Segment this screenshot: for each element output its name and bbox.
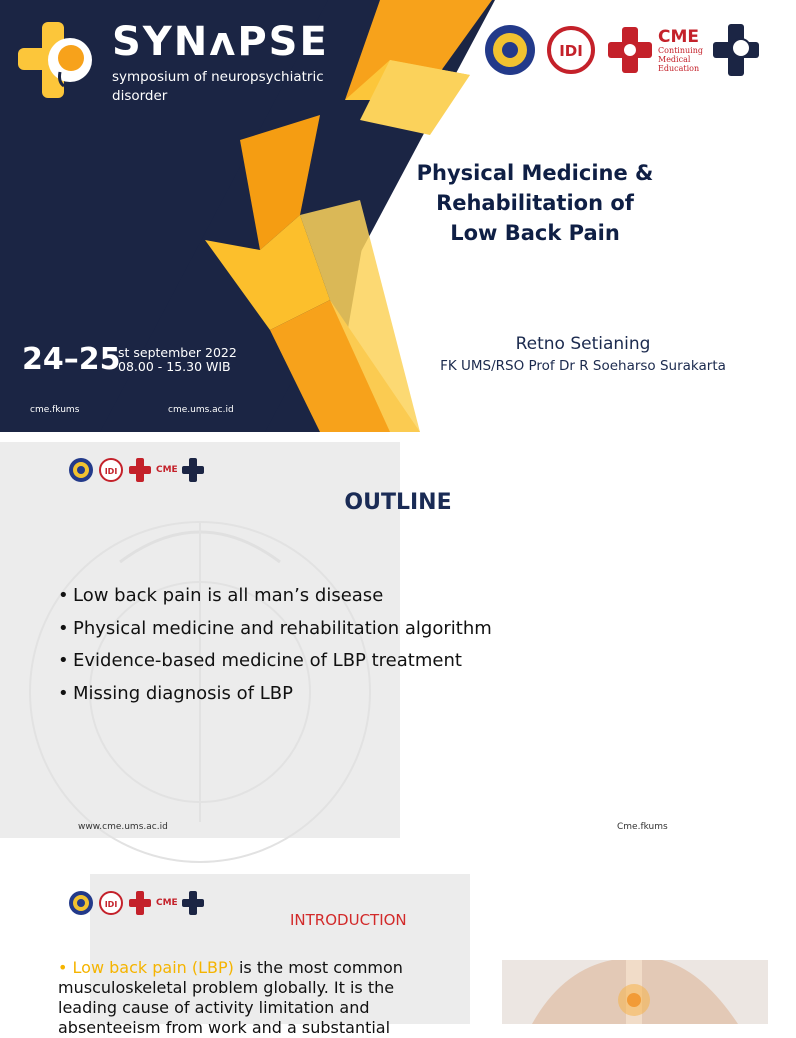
brand-name: SYNʌPSE (112, 19, 329, 65)
author-name: Retno Setianing (515, 334, 651, 354)
event-date-month: st september 2022 (118, 345, 237, 360)
title-line-2: Low Back Pain (450, 221, 620, 245)
paragraph-text: is the most common musculoskeletal problem globally. It is the leading cause of activity limitation and absenteeism from work and a substantial (58, 958, 403, 1037)
partner-logos (484, 24, 759, 76)
list-item (58, 580, 492, 613)
cme-wordmark (658, 28, 703, 73)
cme-cross-icon (128, 457, 152, 483)
author-institution: FK UMS/RSO Prof Dr R Soeharso Surakarta (440, 358, 726, 374)
cme-subtitle-1: Continuing (658, 45, 703, 55)
footer-website: www.cme.ums.ac.id (78, 822, 168, 832)
svg-text:IDI: IDI (104, 900, 118, 909)
outline-title: OUTLINE (344, 490, 452, 515)
neuro-cross-icon (182, 890, 204, 916)
cme-subtitle-3: Education (658, 63, 700, 73)
university-seal-icon (68, 890, 94, 916)
introduction-slide (0, 874, 768, 1037)
university-seal-icon (68, 457, 94, 483)
list-item-text: Low back pain is all man’s disease (73, 585, 384, 606)
event-date-big: 24–25 (22, 342, 121, 377)
event-date-details (118, 346, 237, 374)
partner-logos-small (68, 457, 204, 483)
cme-title: CME (658, 26, 700, 47)
cme-cross-icon (128, 890, 152, 916)
outline-slide (0, 442, 768, 838)
event-time: 08.00 - 15.30 WIB (118, 359, 231, 374)
list-item (58, 613, 492, 646)
bullet-icon: • (58, 682, 69, 704)
list-item-text: Missing diagnosis of LBP (73, 682, 293, 704)
title-slide (0, 0, 768, 432)
cme-cross-icon (606, 25, 654, 75)
introduction-title: INTRODUCTION (290, 911, 407, 929)
idi-logo-icon (98, 890, 124, 916)
outline-list (58, 580, 492, 710)
neuro-cross-icon (713, 24, 759, 76)
cme-title: CME (156, 465, 178, 475)
synapse-logo (18, 22, 100, 100)
back-pain-photo (502, 960, 768, 1024)
list-item-text: Physical medicine and rehabilitation algorithm (73, 617, 492, 639)
idi-logo-icon (98, 457, 124, 483)
bullet-icon: • (58, 617, 69, 639)
svg-text:IDI: IDI (104, 467, 118, 476)
photo-illustration (502, 960, 768, 1024)
bullet-icon: • (58, 585, 69, 606)
brand-tagline: symposium of neuropsychiatric disorder (112, 69, 324, 104)
highlight-term: Low back pain (LBP) (72, 958, 234, 977)
svg-text:IDI: IDI (559, 42, 583, 60)
list-item (58, 645, 492, 678)
list-item (58, 678, 492, 711)
partner-logos-small (68, 890, 204, 916)
title-line-1: Physical Medicine & Rehabilitation of (416, 161, 654, 215)
list-item-text: Evidence-based medicine of LBP treatment (73, 650, 462, 671)
neuro-cross-icon (182, 457, 204, 483)
bullet-icon: • (58, 650, 69, 671)
footer-social: Cme.fkums (617, 822, 668, 832)
introduction-paragraph (58, 958, 438, 1038)
presentation-title (330, 158, 740, 248)
cme-subtitle-2: Medical (658, 54, 691, 64)
cme-title: CME (156, 898, 178, 908)
bullet-icon: • (58, 958, 73, 977)
footer-social: cme.fkums (30, 405, 80, 415)
university-seal-icon (484, 24, 536, 76)
idi-logo-icon (546, 25, 596, 75)
footer-website: cme.ums.ac.id (168, 405, 234, 415)
